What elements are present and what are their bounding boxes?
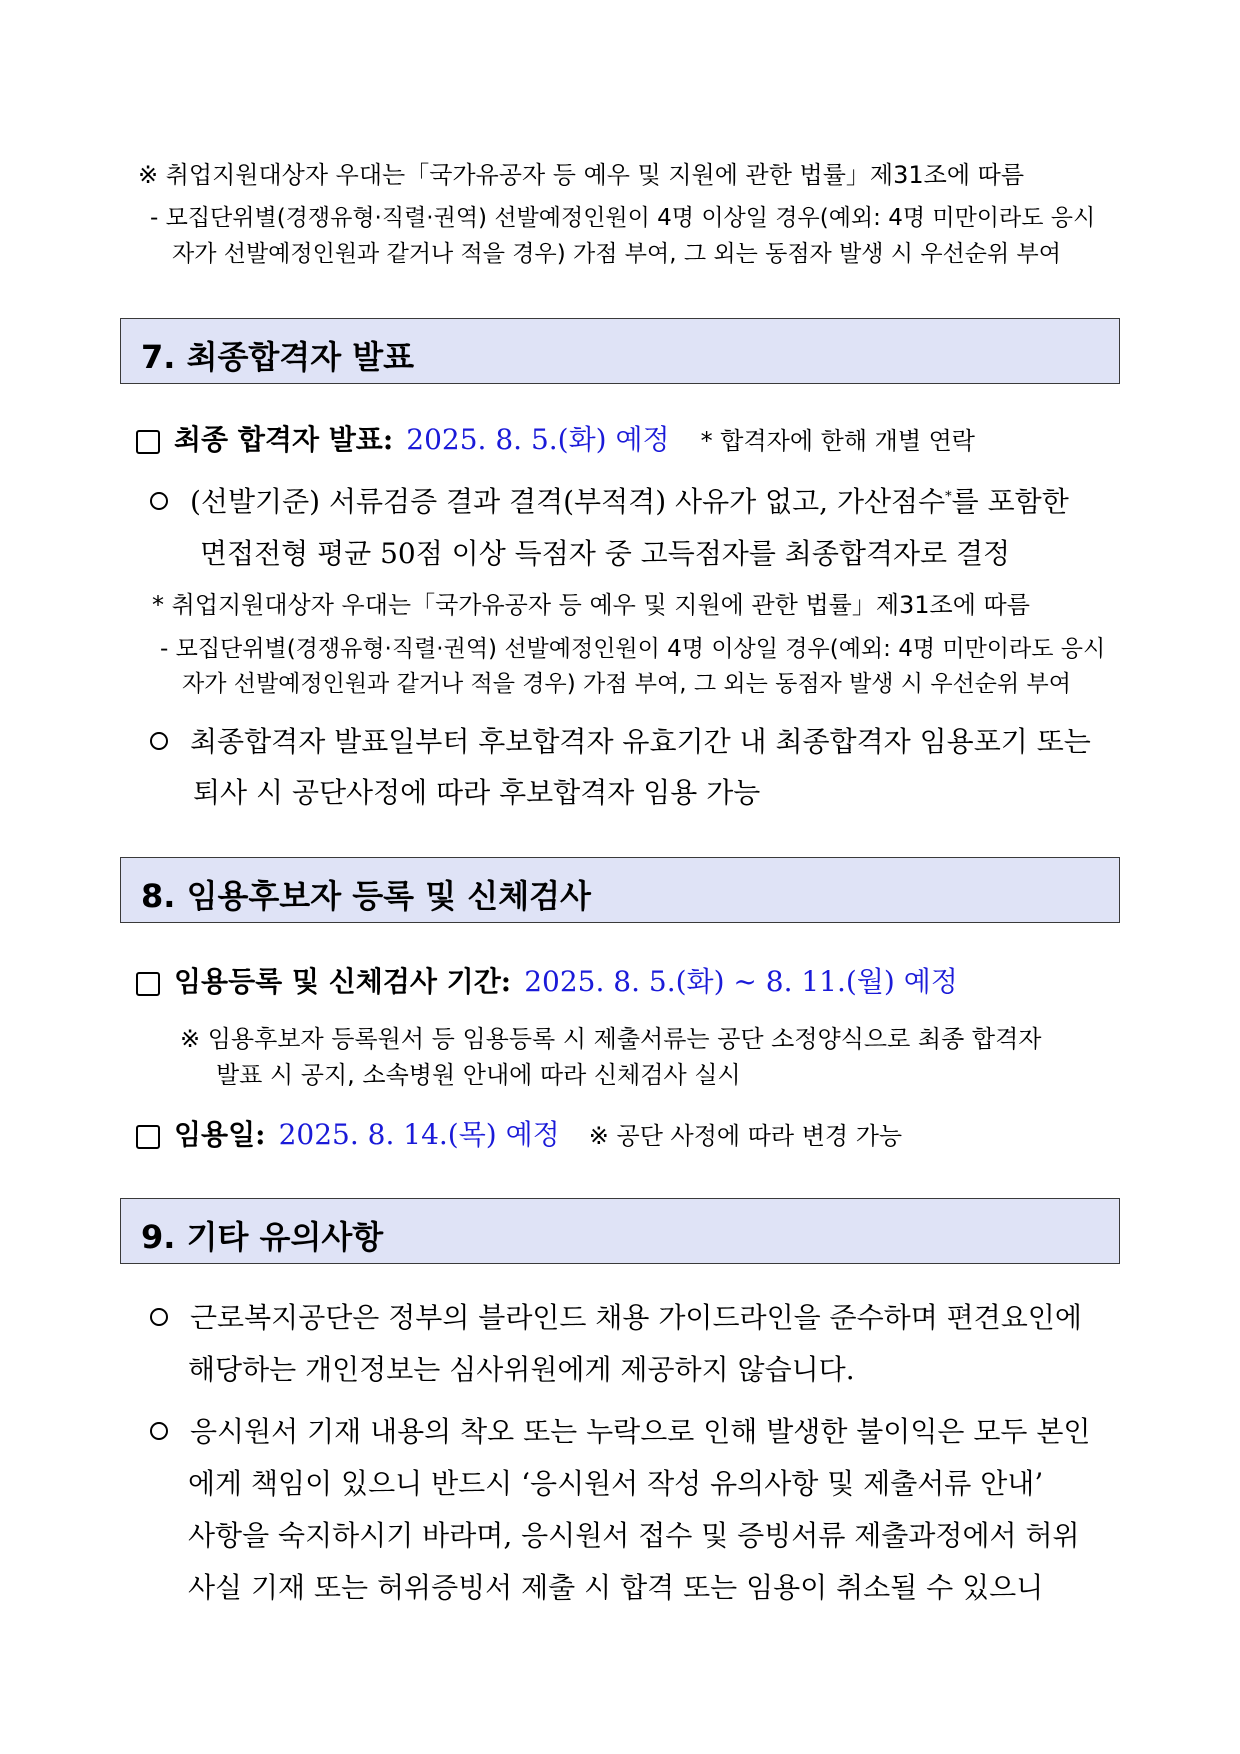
- period-note-line-1: ※ 임용후보자 등록원서 등 임용등록 시 제출서류는 공단 소정양식으로 최종 합격자: [180, 1025, 1042, 1053]
- checkbox-square-icon: [136, 972, 160, 996]
- section-9-header: [120, 1198, 1120, 1264]
- section-9-title: 9. 기타 유의사항: [141, 1218, 384, 1256]
- checkbox-square-icon: [136, 1125, 160, 1149]
- circle-bullet-icon: [150, 492, 168, 510]
- intro-dash-line-2: 자가 선발예정인원과 같거나 적을 경우) 가점 부여, 그 외는 동점자 발생 시 우선순위 부여: [172, 241, 1061, 267]
- period-date: 2025. 8. 5.(화) ~ 8. 11.(월) 예정: [524, 965, 958, 998]
- checkbox-square-icon: [136, 430, 160, 454]
- section-8-header: [120, 857, 1120, 923]
- section-7-header: [120, 318, 1120, 384]
- announce-row: [136, 418, 975, 458]
- star-note: * 취업지원대상자 우대는「국가유공자 등 예우 및 지원에 관한 법률」제31조에 따름: [152, 591, 1030, 619]
- announce-date: 2025. 8. 5.(화) 예정: [406, 423, 670, 456]
- appoint-row: [136, 1113, 902, 1153]
- s9-item1-line-1: 근로복지공단은 정부의 블라인드 채용 가이드라인을 준수하며 편견요인에: [150, 1296, 1082, 1336]
- s7-dash-line-1: - 모집단위별(경쟁유형·직렬·권역) 선발예정인원이 4명 이상일 경우(예외: 4명 미만이라도 응시: [160, 636, 1106, 662]
- s9-item2-line-3: 사항을 숙지하시기 바라며, 응시원서 접수 및 증빙서류 제출과정에서 허위: [188, 1519, 1080, 1552]
- circle-bullet-icon: [150, 1422, 168, 1440]
- period-label: 임용등록 및 신체검사 기간:: [174, 965, 512, 998]
- intro-note: ※ 취업지원대상자 우대는「국가유공자 등 예우 및 지원에 관한 법률」제31조에 따름: [138, 161, 1025, 189]
- s9-item2-line-1: 응시원서 기재 내용의 착오 또는 누락으로 인해 발생한 불이익은 모두 본인: [150, 1410, 1090, 1450]
- circle-bullet-icon: [150, 1308, 168, 1326]
- criteria-line-2: 면접전형 평균 50점 이상 득점자 중 고득점자를 최종합격자로 결정: [200, 537, 1011, 570]
- appoint-date: 2025. 8. 14.(목) 예정: [278, 1118, 560, 1151]
- period-row: [136, 960, 958, 1000]
- s9-item2-line-2: 에게 책임이 있으니 반드시 ‘응시원서 작성 유의사항 및 제출서류 안내’: [188, 1467, 1044, 1500]
- appoint-label: 임용일:: [174, 1118, 266, 1151]
- s9-item2-line-4: 사실 기재 또는 허위증빙서 제출 시 합격 또는 임용이 취소될 수 있으니: [188, 1571, 1044, 1604]
- circle-bullet-icon: [150, 732, 168, 750]
- announce-label: 최종 합격자 발표:: [174, 423, 394, 456]
- s9-item1-line-2: 해당하는 개인정보는 심사위원에게 제공하지 않습니다.: [188, 1353, 855, 1386]
- appoint-note: ※ 공단 사정에 따라 변경 가능: [588, 1122, 903, 1150]
- intro-dash-line-1: - 모집단위별(경쟁유형·직렬·권역) 선발예정인원이 4명 이상일 경우(예외: 4명 미만이라도 응시: [150, 205, 1096, 231]
- period-note-line-2: 발표 시 공지, 소속병원 안내에 따라 신체검사 실시: [216, 1061, 741, 1089]
- section-7-title: 7. 최종합격자 발표: [141, 338, 415, 376]
- reserve-line-2: 퇴사 시 공단사정에 따라 후보합격자 임용 가능: [193, 776, 761, 809]
- section-8-title: 8. 임용후보자 등록 및 신체검사: [141, 877, 591, 915]
- s7-dash-line-2: 자가 선발예정인원과 같거나 적을 경우) 가점 부여, 그 외는 동점자 발생 시 우선순위 부여: [182, 671, 1071, 697]
- announce-note: * 합격자에 한해 개별 연락: [700, 427, 975, 455]
- criteria-line-1: (선발기준) 서류검증 결과 결격(부적격) 사유가 없고, 가산점수*를 포함한: [150, 480, 1069, 520]
- reserve-line-1: 최종합격자 발표일부터 후보합격자 유효기간 내 최종합격자 임용포기 또는: [150, 720, 1091, 760]
